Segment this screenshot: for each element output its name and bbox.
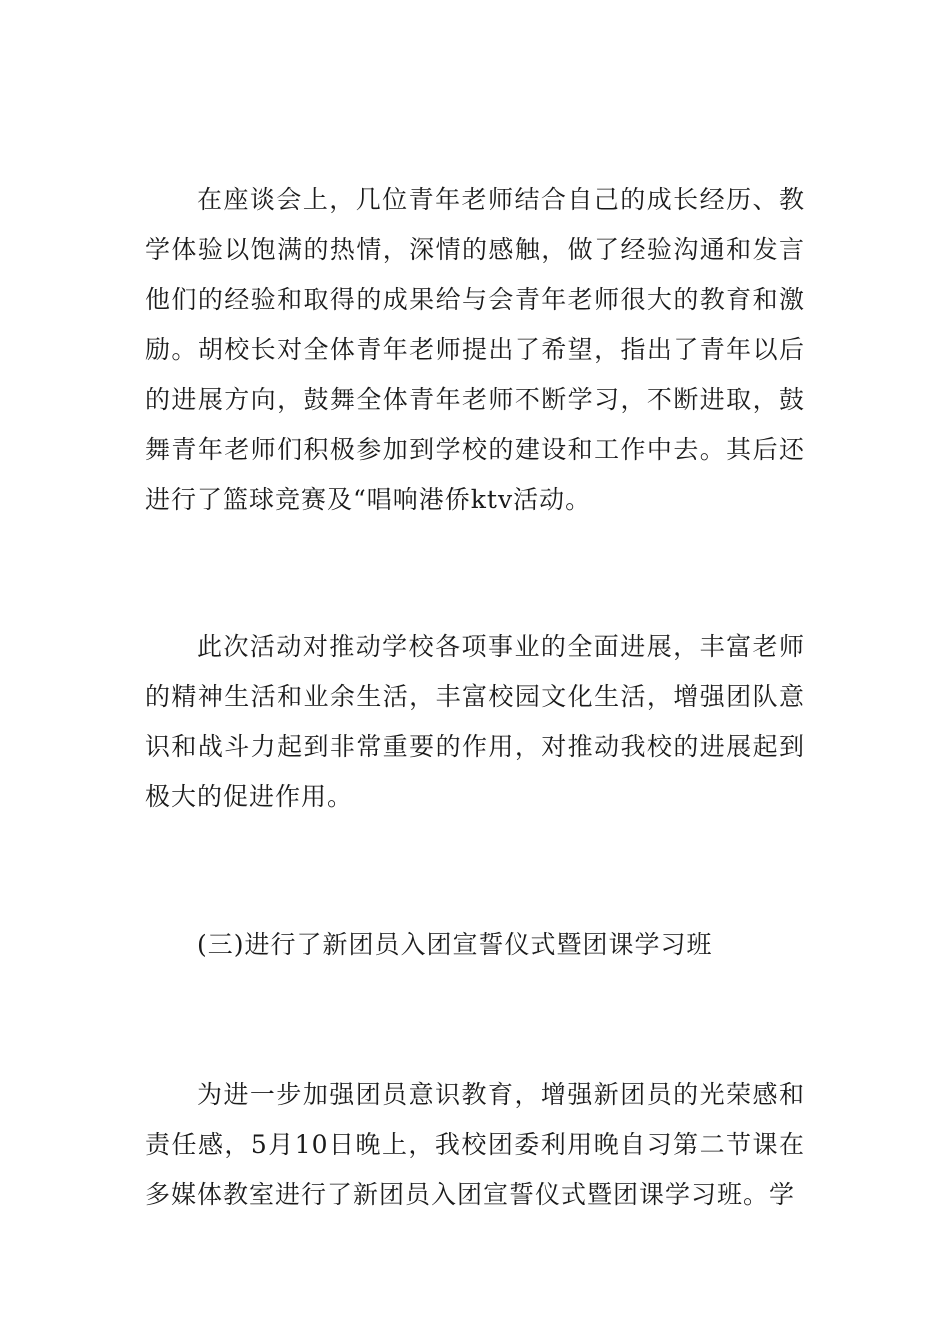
paragraph-symposium: 在座谈会上，几位青年老师结合自己的成长经历、教学体验以饱满的热情，深情的感触，做了经验沟通和发言他们的经验和取得的成果给与会青年老师很大的教育和激励。胡校长对全体青年老师提出了希望，指出了青年以后的进展方向，鼓舞全体青年老师不断学习，不断进取，鼓舞青年老师们积极参加到学校的建设和工作中去。其后还进行了篮球竞赛及“唱响港侨ktv活动。 [145, 185, 805, 514]
section-heading-oath-ceremony: (三)进行了新团员入团宣誓仪式暨团课学习班 [197, 930, 713, 959]
paragraph-activity-impact: 此次活动对推动学校各项事业的全面进展，丰富老师的精神生活和业余生活，丰富校园文化生活，增强团队意识和战斗力起到非常重要的作用，对推动我校的进展起到极大的促进作用。 [145, 632, 805, 811]
paragraph-oath-ceremony: 为进一步加强团员意识教育，增强新团员的光荣感和责任感，5月10日晚上，我校团委利用晚自习第二节课在多媒体教室进行了新团员入团宣誓仪式暨团课学习班。学 [145, 1080, 805, 1209]
